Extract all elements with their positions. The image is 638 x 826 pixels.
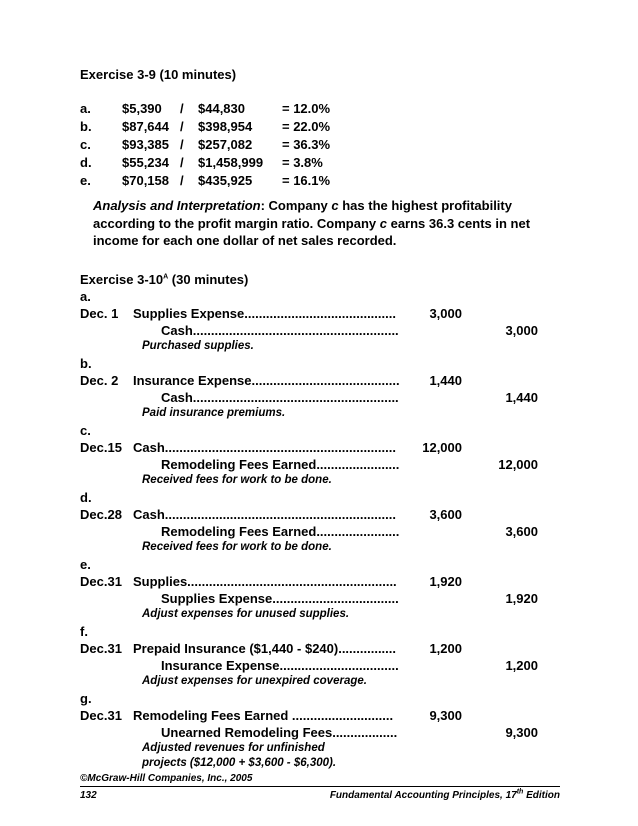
debit-amount: 1,440 xyxy=(429,373,462,388)
ratio-numerator: $93,385 xyxy=(122,137,169,152)
entry-date: Dec.28 xyxy=(80,507,122,522)
ratio-letter: d. xyxy=(80,155,92,170)
entry-date: Dec. 1 xyxy=(80,306,119,321)
entry-part-label: e. xyxy=(80,557,91,572)
entry-date: Dec.31 xyxy=(80,708,122,723)
ratio-slash: / xyxy=(180,173,184,188)
debit-account: Insurance Expense......................................... xyxy=(133,373,400,388)
debit-account: Supplies.......................................................... xyxy=(133,574,397,589)
entry-part-label: c. xyxy=(80,423,91,438)
ratio-numerator: $87,644 xyxy=(122,119,169,134)
ratio-slash: / xyxy=(180,119,184,134)
debit-amount: 3,000 xyxy=(429,306,462,321)
entry-date: Dec.31 xyxy=(80,641,122,656)
debit-account: Remodeling Fees Earned ............................ xyxy=(133,708,394,723)
exercise-3-10-title-duration: (30 minutes) xyxy=(168,272,249,287)
footer-copyright: ©McGraw-Hill Companies, Inc., 2005 xyxy=(80,773,253,784)
entry-explanation: Adjust expenses for unexpired coverage. xyxy=(142,675,367,687)
exercise-3-10-title xyxy=(80,272,248,287)
entry-part-label: g. xyxy=(80,691,92,706)
ratio-denominator: $435,925 xyxy=(198,173,253,188)
exercise-3-9-title: Exercise 3-9 (10 minutes) xyxy=(80,67,237,82)
ratio-denominator: $398,954 xyxy=(198,119,253,134)
entry-part-label: f. xyxy=(80,624,88,639)
ratio-numerator: $70,158 xyxy=(122,173,169,188)
page-number: 132 xyxy=(80,790,97,801)
entry-explanation: Paid insurance premiums. xyxy=(142,407,286,419)
ratio-letter: b. xyxy=(80,119,92,134)
credit-amount: 9,300 xyxy=(505,725,538,740)
book-title xyxy=(330,790,560,801)
credit-account: Remodeling Fees Earned....................... xyxy=(161,457,400,472)
footer-divider xyxy=(80,786,560,787)
debit-amount: 12,000 xyxy=(422,440,462,455)
book-title-edition: Edition xyxy=(523,790,560,801)
ratio-result: = 22.0% xyxy=(282,119,331,134)
ratio-numerator: $55,234 xyxy=(122,155,169,170)
entry-part-label: a. xyxy=(80,289,91,304)
credit-amount: 1,440 xyxy=(505,390,538,405)
entry-explanation: Received fees for work to be done. xyxy=(142,474,332,486)
ratio-denominator: $257,082 xyxy=(198,137,253,152)
analysis-paragraph xyxy=(93,197,563,250)
entry-date: Dec.15 xyxy=(80,440,122,455)
entry-date: Dec. 2 xyxy=(80,373,119,388)
ratio-numerator: $5,390 xyxy=(122,101,162,116)
analysis-text-1: : Company xyxy=(260,198,332,213)
entry-explanation: Received fees for work to be done. xyxy=(142,541,332,553)
debit-amount: 9,300 xyxy=(429,708,462,723)
ratio-letter: a. xyxy=(80,101,91,116)
credit-amount: 1,200 xyxy=(505,658,538,673)
credit-amount: 12,000 xyxy=(498,457,538,472)
ratio-result: = 3.8% xyxy=(282,155,323,170)
ratio-denominator: $1,458,999 xyxy=(198,155,264,170)
analysis-label: Analysis and Interpretation xyxy=(93,198,261,213)
credit-account: Remodeling Fees Earned....................... xyxy=(161,524,400,539)
debit-account: Supplies Expense.......................................... xyxy=(133,306,396,321)
entry-part-label: b. xyxy=(80,356,92,371)
credit-amount: 1,920 xyxy=(505,591,538,606)
analysis-text-3: earns 36.3 cents in net income for each one dollar of net sales recorded. xyxy=(93,215,531,248)
book-title-main: Fundamental Accounting Principles, 17 xyxy=(329,790,517,801)
ratio-result: = 36.3% xyxy=(282,137,331,152)
ratio-slash: / xyxy=(180,101,184,116)
debit-amount: 3,600 xyxy=(429,507,462,522)
entry-explanation: Adjusted revenues for unfinished xyxy=(142,742,325,754)
credit-amount: 3,000 xyxy=(505,323,538,338)
ratio-letter: e. xyxy=(80,173,91,188)
ratio-slash: / xyxy=(180,155,184,170)
credit-account: Cash......................................................... xyxy=(161,323,399,338)
debit-account: Prepaid Insurance ($1,440 - $240)................ xyxy=(133,641,397,656)
debit-amount: 1,200 xyxy=(429,641,462,656)
ratio-denominator: $44,830 xyxy=(198,101,245,116)
entry-explanation: Adjust expenses for unused supplies. xyxy=(142,608,350,620)
analysis-company: c xyxy=(379,215,387,231)
debit-account: Cash................................................................ xyxy=(133,507,396,522)
ratio-result: = 16.1% xyxy=(282,173,331,188)
entry-explanation: projects ($12,000 + $3,600 - $6,300). xyxy=(142,757,337,769)
analysis-text-2: has the highest profitability according to the profit margin ratio. Company xyxy=(93,198,512,231)
credit-account: Supplies Expense................................... xyxy=(161,591,399,606)
exercise-3-10-title-sup: A xyxy=(163,273,169,281)
ratio-letter: c. xyxy=(80,137,91,152)
ratio-result: = 12.0% xyxy=(282,101,331,116)
debit-account: Cash................................................................ xyxy=(133,440,396,455)
book-title-sup: th xyxy=(516,788,524,796)
exercise-3-10-title-main: Exercise 3-10 xyxy=(80,272,164,287)
debit-amount: 1,920 xyxy=(429,574,462,589)
credit-account: Insurance Expense................................. xyxy=(161,658,399,673)
credit-account: Unearned Remodeling Fees.................. xyxy=(161,725,398,740)
entry-explanation: Purchased supplies. xyxy=(142,340,254,352)
ratio-slash: / xyxy=(180,137,184,152)
entry-part-label: d. xyxy=(80,490,92,505)
credit-amount: 3,600 xyxy=(505,524,538,539)
entry-date: Dec.31 xyxy=(80,574,122,589)
analysis-company: c xyxy=(331,198,339,213)
credit-account: Cash......................................................... xyxy=(161,390,399,405)
